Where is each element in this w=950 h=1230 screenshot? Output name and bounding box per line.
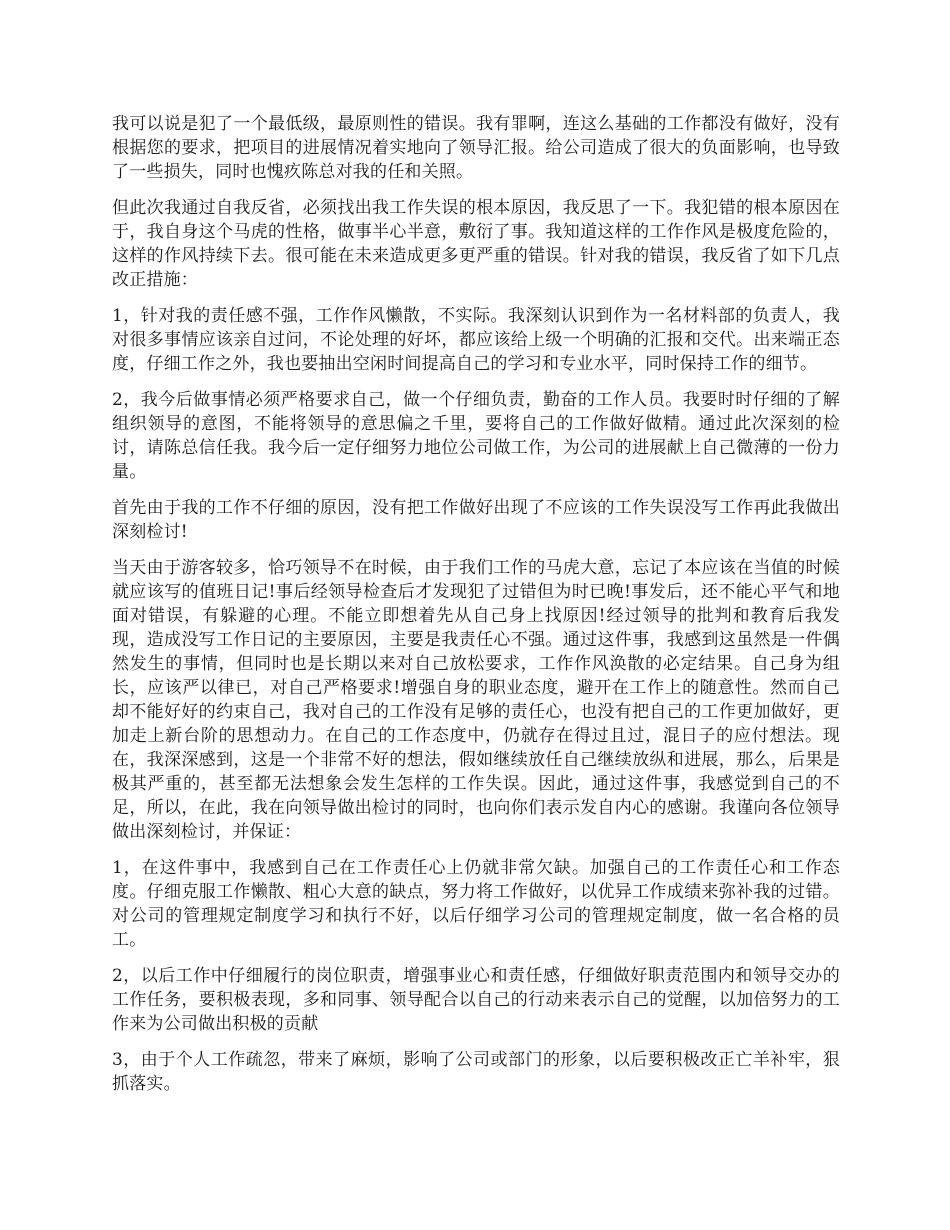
paragraph: 但此次我通过自我反省，必须找出我工作失误的根本原因，我反思了一下。我犯错的根本原因在于，我自身这个马虎的性格，做事半心半意，敷衍了事。我知道这样的工作作风是极度危险的，这样的作风持续下去。很可能在未来造成更多更严重的错误。针对我的错误，我反省了如下几点改正措施： [112, 198, 840, 290]
paragraph: 当天由于游客较多，恰巧领导不在时候，由于我们工作的马虎大意，忘记了本应该在当值的时候就应该写的值班日记!事后经领导检查后才发现犯了过错但为时已晚!事发后，还不能心平气和地面对错误，有躲避的心理。不能立即想着先从自己身上找原因!经过领导的批判和教育后我发现，造成没写工作日记的主要原因，主要是我责任心不强。通过这件事，我感到这虽然是一件偶然发生的事情，但同时也是长期以来对自己放松要求，工作作风涣散的必定结果。自己身为组长，应该严以律已，对自己严格要求!增强自身的职业态度，避开在工作上的随意性。然而自己却不能好好的约束自己，我对自己的工作没有足够的责任心，也没有把自己的工作更加做好，更加走上新台阶的思想动力。在自己的工作态度中，仍就存在得过且过，混日子的应付想法。现在，我深深感到，这是一个非常不好的想法，假如继续放任自己继续放纵和进展，那么，后果是极其严重的，甚至都无法想象会发生怎样的工作失误。因此，通过这件事，我感觉到自己的不足，所以，在此，我在向领导做出检讨的同时，也向你们表示发自内心的感谢。我谨向各位领导做出深刻检讨，并保证： [112, 558, 840, 842]
document-body [112, 112, 840, 1108]
paragraph: 1，在这件事中，我感到自己在工作责任心上仍就非常欠缺。加强自己的工作责任心和工作态度。仔细克服工作懒散、粗心大意的缺点，努力将工作做好，以优异工作成绩来弥补我的过错。对公司的管理规定制度学习和执行不好，以后仔细学习公司的管理规定制度，做一名合格的员工。 [112, 858, 840, 950]
paragraph: 2，我今后做事情必须严格要求自己，做一个仔细负责，勤奋的工作人员。我要时时仔细的了解组织领导的意图，不能将领导的意思偏之千里，要将自己的工作做好做精。通过此次深刻的检讨，请陈总信任我。我今后一定仔细努力地位公司做工作，为公司的进展献上自己微薄的一份力量。 [112, 390, 840, 482]
paragraph: 1，针对我的责任感不强，工作作风懒散，不实际。我深刻认识到作为一名材料部的负责人，我对很多事情应该亲自过问，不论处理的好坏，都应该给上级一个明确的汇报和交代。出来端正态度，仔细工作之外，我也要抽出空闲时间提高自己的学习和专业水平，同时保持工作的细节。 [112, 306, 840, 374]
paragraph: 首先由于我的工作不仔细的原因，没有把工作做好出现了不应该的工作失误没写工作再此我做出深刻检讨! [112, 498, 840, 542]
paragraph: 我可以说是犯了一个最低级，最原则性的错误。我有罪啊，连这么基础的工作都没有做好，没有根据您的要求，把项目的进展情况着实地向了领导汇报。给公司造成了很大的负面影响，也导致了一些损失，同时也愧疚陈总对我的任和关照。 [112, 114, 840, 182]
paragraph: 3，由于个人工作疏忽，带来了麻烦，影响了公司或部门的形象，以后要积极改正亡羊补牢，狠抓落实。 [112, 1050, 840, 1094]
paragraph: 2，以后工作中仔细履行的岗位职责，增强事业心和责任感，仔细做好职责范围内和领导交办的工作任务，要积极表现，多和同事、领导配合以自己的行动来表示自己的觉醒，以加倍努力的工作来为公司做出积极的贡献 [112, 966, 840, 1034]
